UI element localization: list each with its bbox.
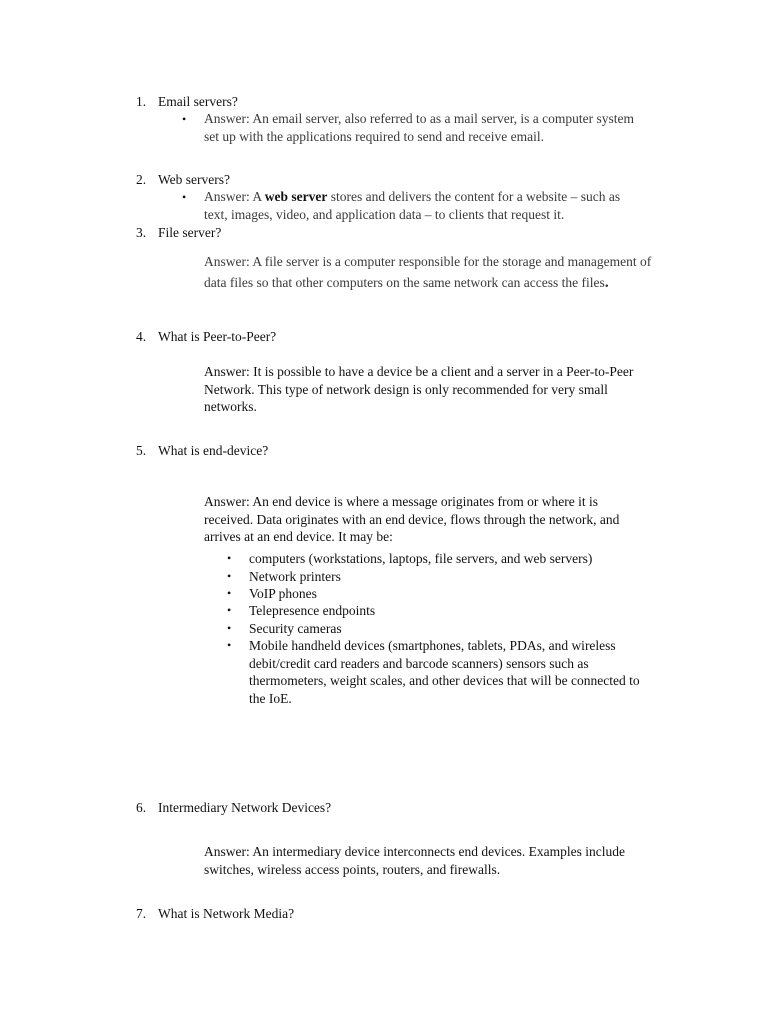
end-device-item-printers: Network printers — [249, 569, 341, 584]
end-device-bullet: • — [227, 586, 232, 600]
question-4-number: 4. — [136, 329, 147, 344]
question-6-answer: Answer: An intermediary device interconnects end devices. Examples include switches, wireless access points, routers, and firewalls. — [204, 844, 625, 877]
question-7-title: What is Network Media? — [158, 906, 295, 921]
question-1-title: Email servers? — [158, 94, 238, 109]
end-device-item-mobile: Mobile handheld devices (smartphones, tablets, PDAs, and wireless debit/credit card readers and barcode scanners) sensors such as thermometers, weight scales, and other devices that will be connected to the IoE. — [249, 638, 640, 706]
question-3-answer-text: Answer: A file server is a computer responsible for the storage and management of data files so that other computers on the same network can access the files — [204, 254, 652, 290]
end-device-bullet: • — [227, 621, 232, 635]
question-5-title: What is end-device? — [158, 443, 269, 458]
question-7-number: 7. — [136, 906, 147, 921]
question-6-title: Intermediary Network Devices? — [158, 800, 332, 815]
question-2-answer-post: stores and delivers the content for a website – such as text, images, video, and application data – to clients that request it. — [204, 189, 621, 222]
end-device-bullet: • — [227, 569, 232, 583]
question-5-answer: Answer: An end device is where a message originates from or where it is received. Data originates with an end device, flows through the network, and arrives at an end device. It may be: — [204, 494, 620, 544]
end-device-item-voip: VoIP phones — [249, 586, 317, 601]
question-4-title: What is Peer-to-Peer? — [158, 329, 277, 344]
question-2-answer — [204, 188, 644, 223]
question-3-title: File server? — [158, 225, 222, 240]
question-1-bullet: • — [182, 112, 187, 126]
question-1-answer-label: Answer — [204, 111, 246, 126]
question-2-title: Web servers? — [158, 172, 231, 187]
end-device-bullet: • — [227, 551, 232, 565]
question-4-answer: Answer: It is possible to have a device be a client and a server in a Peer-to-Peer Network. This type of network design is only recommended for very small networks. — [204, 364, 634, 414]
end-device-bullet: • — [227, 638, 232, 652]
question-2-bullet: • — [182, 190, 187, 204]
question-3-answer-period: . — [604, 274, 609, 291]
question-1-answer-text: : An email server, also referred to as a mail server, is a computer system set up with the applications required to send and receive email. — [204, 111, 635, 144]
question-1-number: 1. — [136, 94, 147, 109]
end-device-bullet: • — [227, 603, 232, 617]
question-5-number: 5. — [136, 443, 147, 458]
question-3-answer — [204, 251, 654, 293]
question-2-answer-bold: web server — [264, 189, 328, 204]
end-device-item-cameras: Security cameras — [249, 621, 342, 636]
question-2-answer-pre: : A — [246, 189, 265, 204]
question-6-number: 6. — [136, 800, 147, 815]
question-2-number: 2. — [136, 172, 147, 187]
end-device-item-telepresence: Telepresence endpoints — [249, 603, 376, 618]
question-2-answer-label: Answer — [204, 189, 246, 204]
end-device-item-computers: computers (workstations, laptops, file servers, and web servers) — [249, 551, 593, 566]
question-1-answer — [204, 110, 652, 145]
question-3-number: 3. — [136, 225, 147, 240]
